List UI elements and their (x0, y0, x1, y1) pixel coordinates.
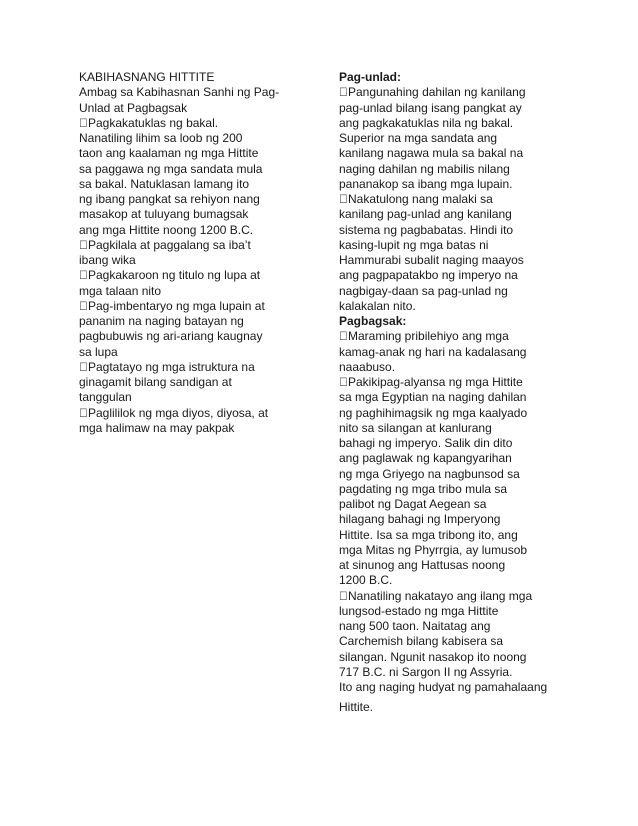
paragraph-line: nang 500 taon. Naitatag ang (339, 619, 491, 633)
paragraph-line: tanggulan (79, 390, 132, 405)
paragraph-line: ang pagkakatuklas nila ng bakal. (339, 115, 514, 130)
paragraph-line: bahagi ng imperyo. Salik din dito (339, 436, 513, 450)
paragraph-line: pananim na naging batayan ng (79, 314, 244, 328)
paragraph-line: sa bakal. Natuklasan lamang ito (79, 176, 250, 191)
paragraph-line: naaabuso. (339, 359, 396, 374)
heading-pag-unlad: Pag-unlad: (339, 70, 401, 84)
paragraph-line: silangan. Ngunit nasakop ito noong (339, 649, 527, 664)
paragraph-line: Ito ang naging hudyat ng pamahalaang (339, 680, 548, 694)
paragraph-line: Hittite. (339, 700, 374, 715)
paragraph-line: pananakop sa ibang mga lupain. (339, 176, 513, 191)
section-subtitle: Unlad at Pagbagsak (79, 100, 188, 115)
document-title: KABIHASNANG HITTITE (79, 70, 215, 84)
paragraph-line: sa lupa (79, 344, 118, 359)
paragraph-line: ang pagpapatakbo ng imperyo na (339, 268, 518, 283)
bullet-item: Pakikipag-alyansa ng mga Hittite (339, 375, 514, 389)
bullet-item: Maraming pribilehiyo ang mga (339, 329, 500, 344)
paragraph-line: Superior na mga sandata ang (339, 131, 498, 145)
paragraph-line: taon ang kaalaman ng mga Hittite (79, 146, 259, 161)
bullet-item: Pagtatayo ng mga istruktura na (79, 359, 246, 374)
paragraph-line: ng mga Griyego na nagbunsod sa (339, 466, 520, 481)
paragraph-line: mga halimaw na may pakpak (79, 420, 235, 435)
paragraph-line: nito sa silangan at kanlurang (339, 420, 492, 435)
paragraph-line: mga talaan nito (79, 283, 162, 298)
paragraph-line: ang mga Hittite noong 1200 B.C. (79, 222, 254, 237)
bullet-item: Pagkakatuklas ng bakal. (79, 115, 210, 130)
paragraph-line: masakop at tuluyang bumagsak (79, 207, 249, 222)
paragraph-line: pag-unlad bilang isang pangkat ay (339, 100, 522, 115)
paragraph-line: sistema ng pagbabatas. Hindi ito (339, 222, 514, 237)
paragraph-line: mga Mitas ng Phyrrgia, ay lumusob (339, 542, 528, 557)
paragraph-line: ibang wika (79, 253, 136, 267)
bullet-item: Pagkakaroon ng titulo ng lupa at (79, 268, 252, 283)
paragraph-line: ng paghihimagsik ng mga kaalyado (339, 405, 528, 420)
paragraph-line: sa paggawa ng mga sandata mula (79, 161, 263, 176)
paragraph-line: pagbubuwis ng ari-ariang kaugnay (79, 329, 263, 344)
bullet-item: Pag-imbentaryo ng mga lupain at (79, 298, 256, 313)
paragraph-line: 717 B.C. ni Sargon II ng Assyria. (339, 664, 513, 679)
paragraph-line: Hittite. Isa sa mga tribong ito, ang (339, 527, 518, 542)
paragraph-line: ng ibang pangkat sa rehiyon nang (79, 192, 260, 206)
paragraph-line: sa mga Egyptian na naging dahilan (339, 390, 527, 405)
section-subtitle: Ambag sa Kabihasnan Sanhi ng Pag- (79, 85, 280, 100)
paragraph-line: Nanatiling lihim sa loob ng 200 (79, 131, 243, 145)
paragraph-line: naging dahilan ng mabilis nilang (339, 161, 510, 176)
paragraph-line: ginagamit bilang sandigan at (79, 375, 232, 389)
paragraph-line: kanilang nagawa mula sa bakal na (339, 146, 524, 161)
paragraph-line: kamag-anak ng hari na kadalasang (339, 344, 527, 359)
right-column (339, 70, 569, 716)
heading-pagbagsak: Pagbagsak: (339, 314, 407, 328)
paragraph-line: kanilang pag-unlad ang kanilang (339, 207, 512, 222)
paragraph-line: kasing-lupit ng mga batas ni (339, 237, 489, 252)
bullet-item: Nanatiling nakatayo ang ilang mga (339, 588, 524, 603)
bullet-item: Paglililok ng mga diyos, diyosa, at (79, 405, 260, 420)
paragraph-line: palibot ng Dagat Aegean sa (339, 497, 487, 511)
bullet-item: Pangunahing dahilan ng kanilang (339, 85, 517, 100)
paragraph-line: ang paglawak ng kapangyarihan (339, 451, 512, 466)
paragraph-line: hilagang bahagi ng Imperyong (339, 512, 501, 527)
bullet-item: Pagkilala at paggalang sa iba’t (79, 237, 242, 252)
left-column (79, 70, 309, 436)
paragraph-line: pagdating ng mga tribo mula sa (339, 481, 508, 496)
paragraph-line: Hammurabi subalit naging maayos (339, 253, 524, 267)
paragraph-line: at sinunog ang Hattusas noong (339, 558, 506, 572)
paragraph-line: Carchemish bilang kabisera sa (339, 634, 504, 649)
bullet-item: Nakatulong nang malaki sa (339, 192, 484, 206)
paragraph-line: kalakalan nito. (339, 298, 416, 313)
paragraph-line: 1200 B.C. (339, 573, 393, 588)
paragraph-line: lungsod-estado ng mga Hittite (339, 603, 499, 618)
paragraph-line: nagbigay-daan sa pag-unlad ng (339, 283, 508, 298)
